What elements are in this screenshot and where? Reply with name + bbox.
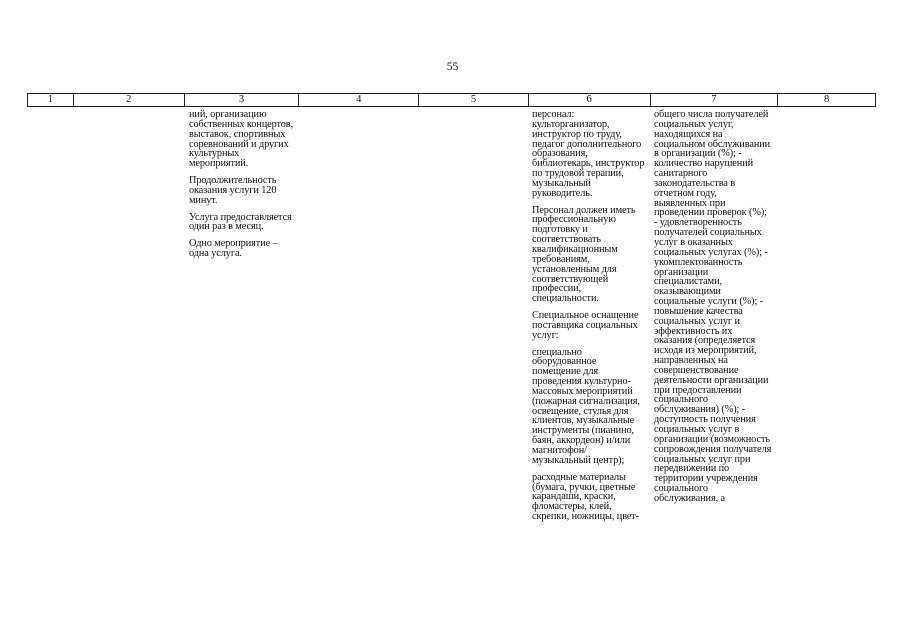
col6-paragraph: расходные материалы (бумага, ручки, цветные карандаши, краски, фломастеры, клей, скрепки, ножницы, цвет- (532, 471, 640, 523)
header-cell-1: 1 (47, 94, 54, 105)
page-number: 55 (446, 61, 459, 73)
column-6-text (532, 110, 647, 529)
col3-paragraph: ний, организацию собственных концертов, выставок, спортивных соревнований и других культурных мероприятий. (189, 109, 294, 170)
header-cell-7: 7 (650, 94, 778, 106)
header-cell-5: 5 (418, 94, 528, 106)
col6-paragraph: персонал: культорганизатор, инструктор по труду, педагог дополнительного образования, библиотекарь, инструктор по трудовой терапии, музыкальный руководитель. (532, 109, 645, 199)
col6-paragraph: Персонал должен иметь профессиональную подготовку и соответствовать квалификационным требованиям, установленным для соответствующей профессии, специальности. (532, 204, 636, 305)
table-header-row (27, 93, 876, 107)
header-cell-8: 8 (777, 94, 875, 106)
col3-paragraph: Услуга предоставляется один раз в месяц. (189, 211, 292, 233)
col3-paragraph: Продолжительность оказания услуги 120 минут. (189, 175, 277, 206)
header-cell-4: 4 (298, 94, 418, 106)
header-cell-2: 2 (73, 94, 184, 106)
header-cell-6: 6 (528, 94, 650, 106)
column-7-text (654, 110, 772, 511)
col6-paragraph: специально оборудованное помещение для проведения культурно-массовых мероприятий (пожарная сигнализация, освещение, стулья для клиентов, музыкальные инструменты (пианино, баян, аккордеон) и/или магнитофон/ музыкальный центр); (532, 346, 640, 466)
col6-paragraph: Специальное оснащение поставщика социальных услуг: (532, 310, 639, 341)
column-3-text (189, 110, 294, 266)
header-cell-3: 3 (184, 94, 299, 106)
col3-paragraph: Одно мероприятие – одна услуга. (189, 238, 278, 260)
col7-paragraph: общего числа получателей социальных услуг, находящихся на социальном обслуживании в организации (%); - количество нарушений санитарного законодательства в отчетном году, выявленных при проведении проверок (%); - удовлетворенность получателей социальных услуг в оказанных социальных услугах (%); - укомплектованность организации специалистами, оказывающими социальные услуги (%); - повышение качества социальных услуг и эффективность их оказания (определяется исходя из мероприятий, направленных на совершенствование деятельности организации при предоставлении социального обслуживания) (%); - доступность получения социальных услуг в организации (возможность сопровождения получателя социальных услуг при передвижении по территории учреждения социального обслуживания, а (654, 109, 772, 504)
